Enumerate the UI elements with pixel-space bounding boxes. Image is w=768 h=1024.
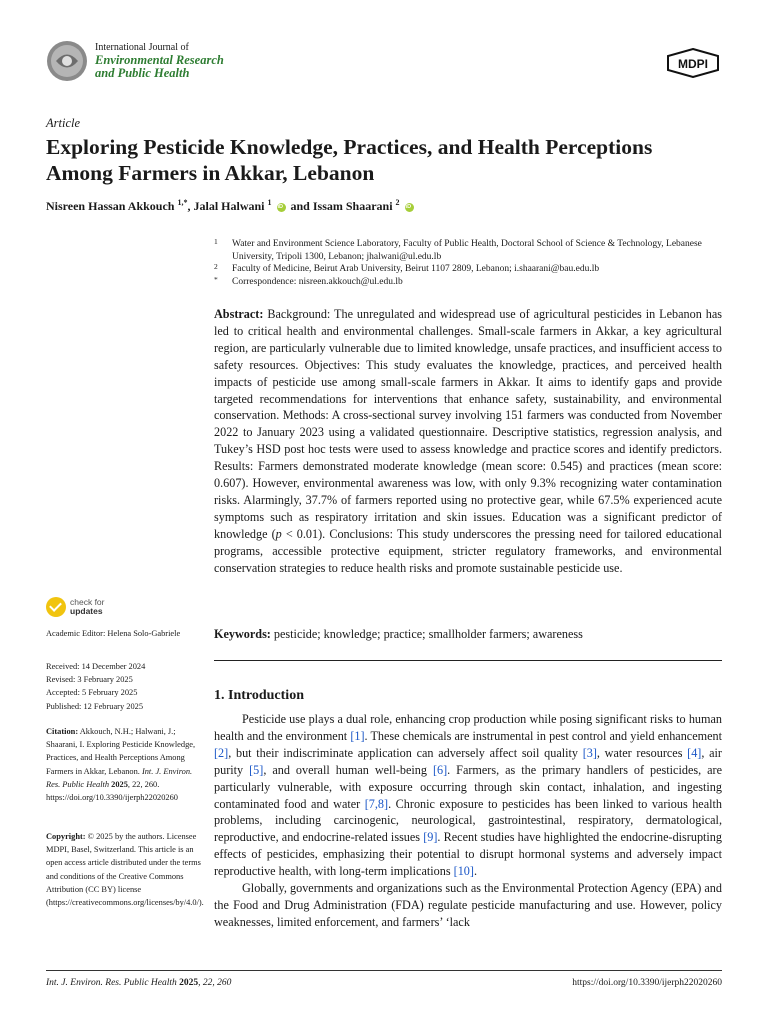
- author-sep: ,: [187, 199, 194, 213]
- text: , air purity: [214, 745, 722, 777]
- citation-journal: Int. J. Environ. Res. Public Health: [46, 766, 193, 789]
- author-2-sup: 1: [267, 198, 272, 207]
- journal-name-line1: International Journal of: [95, 42, 189, 53]
- keywords: [214, 626, 722, 642]
- section-heading-introduction: 1. Introduction: [214, 688, 304, 703]
- citation-link[interactable]: [7,8]: [364, 796, 389, 811]
- footer-year: 2025: [176, 978, 199, 988]
- citation-block: [46, 725, 206, 804]
- affiliation-item: [214, 276, 724, 289]
- author-1[interactable]: Nisreen Hassan Akkouch: [46, 199, 175, 213]
- check-line2: updates: [70, 606, 103, 616]
- text: . Chronic exposure to pesticides has been linked to various health problems, including carcinogenic, neurological, gastrointestinal, respiratory, dermatological, reproductive, and endocrine-related issues: [214, 796, 722, 845]
- abstract-label: Abstract:: [214, 307, 264, 321]
- text: . Farmers, as the primary handlers of pesticides, are particularly vulnerable, with exposure occurring through skin contact, inhalation, and ingesting contaminated food and water: [214, 762, 722, 811]
- history-dates: [46, 660, 206, 713]
- affiliation-text: Faculty of Medicine, Beirut Arab University, Beirut 1107 2809, Lebanon; i.shaarani@bau.edu.lb: [232, 264, 600, 274]
- citation-year: 2025: [109, 779, 128, 789]
- affiliation-text: Correspondence: nisreen.akkouch@ul.edu.lb: [232, 276, 403, 287]
- journal-name-line2: Environmental Research: [95, 53, 224, 67]
- check-line1: check for: [70, 597, 105, 607]
- author-2[interactable]: Jalal Halwani: [193, 199, 265, 213]
- citation-link[interactable]: [4]: [687, 745, 702, 760]
- author-sep: and: [287, 199, 313, 213]
- copyright-label: Copyright:: [46, 832, 86, 841]
- affiliation-item: [214, 263, 724, 276]
- text: .: [473, 864, 477, 879]
- affiliation-mark: 1: [214, 237, 218, 246]
- footer-journal: Int. J. Environ. Res. Public Health: [46, 978, 177, 988]
- accepted-date: Accepted: 5 February 2025: [46, 688, 138, 698]
- abstract-p: p: [275, 526, 282, 541]
- section-divider: [214, 660, 722, 661]
- paragraph: Globally, governments and organizations such as the Environmental Protection Agency (EPA) and the Food and Drug Administration (FDA) regulate pesticide manufacturing and use. However, policy weaknesses, limited enforcement, and farmers’ ‘lack: [214, 881, 722, 929]
- affiliation-text: Water and Environment Science Laboratory, Faculty of Public Health, Doctoral School of Science & Technology, Lebanese University, Tripoli 1300, Lebanon; jhalwani@ul.edu.lb: [232, 239, 702, 262]
- text: , but their indiscriminate application can adversely affect soil quality: [228, 745, 583, 760]
- journal-name-line3: and Public Health: [95, 66, 190, 80]
- copyright-block: [46, 830, 206, 909]
- citation-link[interactable]: [5]: [249, 762, 264, 777]
- check-for-updates-badge[interactable]: [46, 597, 118, 619]
- orcid-icon[interactable]: [277, 203, 286, 212]
- journal-name: [95, 42, 224, 80]
- page-title: Exploring Pesticide Knowledge, Practices, and Health Perceptions Among Farmers in Akkar, Lebanon: [46, 135, 653, 185]
- introduction-body: [214, 711, 722, 931]
- text: . Recent studies have highlighted the endocrine-disrupting effects of pesticides, emphasizing their potential to disrupt hormonal systems and adversely impact reproductive health, with long-term implications: [214, 830, 722, 879]
- article-type: Article: [46, 116, 81, 130]
- mdpi-logo: [666, 48, 720, 78]
- abstract-text: Background: The unregulated and widespread use of agricultural pesticides in Lebanon has led to critical health and environmental challenges. Small-scale farmers in Akkar, a key agricultural region, are particularly vulnerable due to limited knowledge, unsafe practices, and insufficient access to safety resources. Objectives: This study evaluates the knowledge, practices, and perceived health impacts of pesticide use among small-scale farmers in Akkar. It aims to identify gaps and provide targeted recommendations for interventions that enhance safety, sustainability, and environmental conservation. Methods: A cross-sectional survey involving 151 farmers was conducted from November 2022 to January 2023 using a validated questionnaire. Descriptive statistics, regression analysis, and Tukey’s HSD post hoc tests were used to assess knowledge and practice scores and identify predictors. Results: Farmers demonstrated moderate knowledge (mean score: 0.545) and practices (mean score: 0.607). However, environmental awareness was low, with only 9.3% recognizing water contamination risks. Alarmingly, 37.7% of farmers reported using no protective gear, while 67.5% experienced acute symptoms such as respiratory irritation and skin issues. Education was a significant predictor of knowledge (: [214, 307, 722, 541]
- affiliations: [214, 238, 724, 288]
- citation-text: Akkouch, N.H.; Halwani, J.; Shaarani, I. Exploring Pesticide Knowledge, Practices, and Health Perceptions Among Farmers in Akkar, Lebanon.: [46, 727, 196, 776]
- citation-label: Citation:: [46, 727, 79, 736]
- footer-citation: [46, 978, 231, 988]
- footer-doi[interactable]: https://doi.org/10.3390/ijerph22020260: [572, 978, 722, 988]
- citation-link[interactable]: [1]: [350, 728, 365, 743]
- keywords-text: pesticide; knowledge; practice; smallholder farmers; awareness: [270, 627, 583, 641]
- affiliation-item: [214, 238, 724, 263]
- academic-editor: Academic Editor: Helena Solo-Gabriele: [46, 629, 181, 638]
- citation-link[interactable]: [10]: [453, 864, 474, 879]
- affiliation-mark: 2: [214, 262, 218, 271]
- revised-date: Revised: 3 February 2025: [46, 675, 133, 685]
- citation-link[interactable]: [3]: [582, 745, 597, 760]
- citation-rest[interactable]: , 22, 260. https://doi.org/10.3390/ijerph22020260: [46, 779, 178, 803]
- paragraph: [214, 711, 722, 880]
- affiliation-mark: *: [214, 274, 218, 284]
- author-3[interactable]: Issam Shaarani: [312, 199, 393, 213]
- copyright-text: © 2025 by the authors. Licensee MDPI, Basel, Switzerland. This article is an open access article distributed under the terms and conditions of the Creative Commons Attribution (CC BY) license (https://creativecommons.org/licenses/by/4.0/).: [46, 832, 204, 908]
- publisher-name: MDPI: [678, 57, 708, 71]
- abstract-text-2: < 0.01). Conclusions: This study underscores the pressing need for tailored educational programs, accessible protective equipment, stricter regulatory frameworks, and environmental conservation strategies to reduce health risks and promote sustainable pesticide use.: [214, 526, 722, 575]
- footer-volume: , 22, 260: [198, 978, 232, 988]
- citation-link[interactable]: [9]: [423, 830, 438, 845]
- author-list: [46, 198, 686, 214]
- author-1-sup: 1,*: [177, 198, 188, 207]
- citation-link[interactable]: [6]: [432, 762, 448, 777]
- author-3-sup: 2: [395, 198, 400, 207]
- received-date: Received: 14 December 2024: [46, 662, 146, 671]
- footer-divider: [46, 970, 722, 971]
- check-icon: [46, 597, 66, 617]
- keywords-label: Keywords:: [214, 627, 271, 641]
- text: . These chemicals are instrumental in pest control and yield enhancement: [364, 728, 722, 743]
- abstract: [214, 306, 722, 577]
- check-for-updates-text: [70, 598, 105, 616]
- published-date: Published: 12 February 2025: [46, 701, 144, 711]
- journal-logo: [46, 40, 88, 82]
- citation-link[interactable]: [2]: [214, 745, 229, 760]
- text: , and overall human well-being: [263, 762, 433, 777]
- text: , water resources: [596, 745, 688, 760]
- orcid-icon[interactable]: [405, 203, 414, 212]
- text: Pesticide use plays a dual role, enhancing crop production while posing significant risks to human health and the environment: [214, 712, 722, 743]
